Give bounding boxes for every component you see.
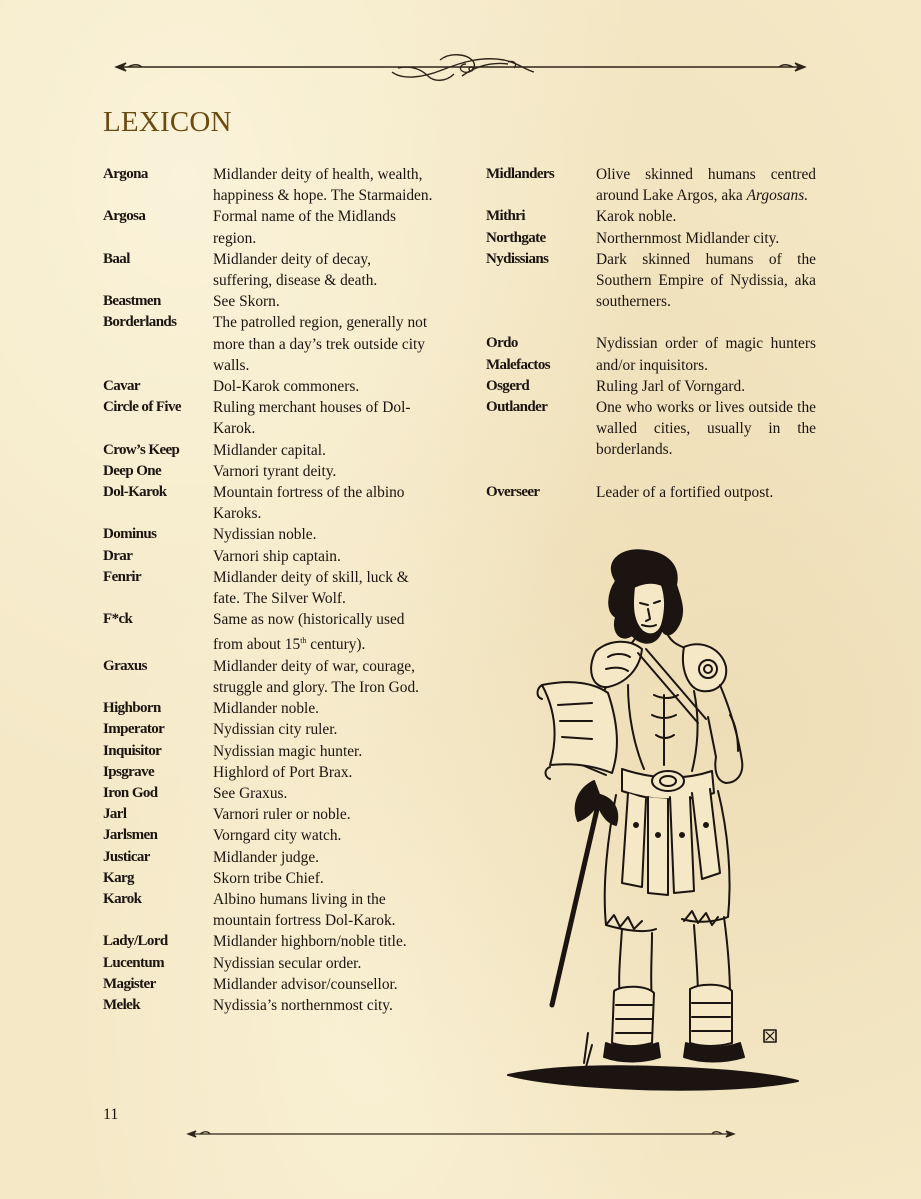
bottom-ornament-divider bbox=[0, 1122, 921, 1146]
entry-definition: Nydissian order of magic hunters and/or inquisitors. bbox=[596, 335, 816, 374]
entry-definition: Highlord of Port Brax. bbox=[213, 763, 353, 781]
entry-term: Midlanders bbox=[486, 166, 555, 182]
lexicon-entry bbox=[486, 228, 816, 249]
entry-definition-italic: Argosans. bbox=[746, 187, 809, 205]
lexicon-entry bbox=[103, 609, 433, 656]
entry-definition: Leader of a fortified outpost. bbox=[596, 483, 774, 501]
lexicon-entry bbox=[103, 868, 433, 889]
entry-term: Fenrir bbox=[103, 568, 142, 585]
entry-definition bbox=[213, 609, 433, 656]
lexicon-entry bbox=[486, 376, 816, 397]
lexicon-entry bbox=[103, 847, 433, 868]
entry-term: F*ck bbox=[103, 611, 133, 628]
lexicon-entry bbox=[486, 249, 816, 313]
entry-term: Iron God bbox=[103, 785, 158, 802]
lexicon-entry bbox=[103, 719, 433, 740]
lexicon-entry bbox=[486, 206, 816, 227]
entry-term: Karok bbox=[103, 891, 142, 908]
entry-definition: Northernmost Midlander city. bbox=[596, 229, 780, 247]
entry-definition: Midlander judge. bbox=[213, 848, 319, 866]
entry-term: Inquisitor bbox=[103, 742, 162, 759]
barbarian-warrior-illustration bbox=[488, 545, 808, 1105]
entry-definition-part: century). bbox=[306, 636, 366, 654]
lexicon-entry bbox=[103, 698, 433, 719]
entry-definition: See Graxus. bbox=[213, 785, 288, 803]
entry-definition: Mountain fortress of the albino Karoks. bbox=[213, 484, 405, 523]
entry-definition: Dark skinned humans of the Southern Empire of Nydissia, aka southerners. bbox=[596, 250, 816, 311]
lexicon-entry bbox=[103, 291, 433, 312]
entry-definition: Midlander noble. bbox=[213, 700, 319, 718]
entry-definition: Ruling merchant houses of Dol-Karok. bbox=[213, 399, 411, 438]
lexicon-entry bbox=[103, 397, 433, 439]
entry-term: Highborn bbox=[103, 700, 161, 717]
entry-definition: Nydissian city ruler. bbox=[213, 721, 338, 739]
spacer bbox=[486, 461, 816, 482]
entry-term: Justicar bbox=[103, 848, 150, 865]
entry-term: Jarlsmen bbox=[103, 827, 158, 844]
entry-term: Karg bbox=[103, 869, 134, 886]
lexicon-entry bbox=[103, 164, 433, 206]
lexicon-entry bbox=[486, 397, 816, 461]
lexicon-entry bbox=[103, 995, 433, 1016]
entry-term: Osgerd bbox=[486, 377, 530, 394]
lexicon-entry bbox=[103, 783, 433, 804]
entry-term: Lucentum bbox=[103, 954, 165, 971]
entry-term: Mithri bbox=[486, 208, 525, 225]
entry-term: Jarl bbox=[103, 806, 127, 823]
lexicon-entry bbox=[103, 524, 433, 545]
entry-term-line: Malefactos bbox=[486, 356, 550, 373]
entry-term: Cavar bbox=[103, 378, 140, 395]
entry-term: Borderlands bbox=[103, 314, 177, 331]
entry-definition: Vorngard city watch. bbox=[213, 827, 342, 845]
lexicon-entry bbox=[103, 482, 433, 524]
entry-term: Ipsgrave bbox=[103, 763, 155, 780]
entry-term: Outlander bbox=[486, 399, 548, 416]
entry-term: Dol-Karok bbox=[103, 484, 167, 501]
lexicon-entry bbox=[103, 312, 433, 376]
lexicon-entry bbox=[103, 953, 433, 974]
spacer bbox=[486, 312, 816, 333]
entry-term: Argona bbox=[103, 166, 148, 182]
entry-definition: Varnori tyrant deity. bbox=[213, 462, 337, 480]
ordinal-suffix: th bbox=[300, 636, 307, 646]
entry-definition bbox=[596, 164, 816, 206]
entry-definition-part: Olive skinned humans centred around Lake Argos, aka bbox=[596, 166, 816, 205]
lexicon-entry bbox=[103, 249, 433, 291]
entry-definition: Midlander deity of health, wealth, happiness & hope. The Starmaiden. bbox=[213, 166, 433, 205]
entry-term: Graxus bbox=[103, 657, 147, 674]
entry-definition: Albino humans living in the mountain fortress Dol-Karok. bbox=[213, 891, 396, 930]
entry-definition: Varnori ship captain. bbox=[213, 547, 341, 565]
lexicon-entry bbox=[103, 974, 433, 995]
entry-term: Beastmen bbox=[103, 293, 161, 310]
entry-definition: See Skorn. bbox=[213, 293, 280, 311]
entry-definition: Karok noble. bbox=[596, 208, 677, 226]
lexicon-entry bbox=[103, 206, 433, 248]
entry-term: Magister bbox=[103, 975, 156, 992]
lexicon-entry bbox=[103, 889, 433, 931]
entry-term-line: Ordo bbox=[486, 335, 518, 352]
lexicon-entry bbox=[103, 567, 433, 609]
entry-term: Dominus bbox=[103, 526, 157, 543]
entry-term: Nydissians bbox=[486, 250, 549, 267]
entry-definition: Midlander highborn/noble title. bbox=[213, 933, 407, 951]
entry-term: Drar bbox=[103, 547, 133, 564]
entry-term bbox=[486, 333, 596, 375]
entry-definition: Midlander capital. bbox=[213, 441, 326, 459]
entry-term: Argosa bbox=[103, 208, 146, 225]
entry-term: Crow’s Keep bbox=[103, 441, 180, 458]
lexicon-entry bbox=[103, 656, 433, 698]
entry-term: Deep One bbox=[103, 462, 162, 479]
entry-term: Imperator bbox=[103, 721, 165, 738]
lexicon-entry bbox=[103, 741, 433, 762]
entry-definition: Varnori ruler or noble. bbox=[213, 806, 351, 824]
entry-term: Northgate bbox=[486, 229, 546, 246]
lexicon-entry bbox=[103, 825, 433, 846]
entry-definition: The patrolled region, generally not more than a day’s trek outside city walls. bbox=[213, 314, 428, 374]
lexicon-entry bbox=[103, 762, 433, 783]
entry-term: Lady/Lord bbox=[103, 933, 168, 950]
entry-definition: Ruling Jarl of Vorngard. bbox=[596, 377, 746, 395]
lexicon-entry bbox=[103, 440, 433, 461]
lexicon-left-column bbox=[103, 164, 433, 1016]
entry-definition: Formal name of the Midlands region. bbox=[213, 208, 396, 247]
page-title: LEXICON bbox=[103, 106, 232, 138]
entry-term: Melek bbox=[103, 997, 140, 1014]
entry-definition: Nydissian noble. bbox=[213, 526, 317, 544]
entry-definition-part: Same as now (historically used from about 15 bbox=[213, 611, 405, 654]
entry-definition: Nydissian magic hunter. bbox=[213, 742, 363, 760]
lexicon-entry bbox=[103, 461, 433, 482]
entry-definition: Nydissia’s northernmost city. bbox=[213, 997, 393, 1015]
page-number: 11 bbox=[103, 1106, 119, 1123]
lexicon-right-column bbox=[486, 164, 816, 503]
lexicon-entry bbox=[486, 164, 816, 206]
entry-definition: Midlander deity of skill, luck & fate. The Silver Wolf. bbox=[213, 568, 409, 608]
entry-definition: One who works or lives outside the walled cities, usually in the borderlands. bbox=[596, 399, 816, 459]
entry-term: Circle of Five bbox=[103, 399, 181, 416]
entry-definition: Midlander deity of decay, suffering, disease & death. bbox=[213, 250, 378, 290]
entry-term: Baal bbox=[103, 250, 130, 267]
entry-term: Overseer bbox=[486, 483, 540, 500]
entry-definition: Skorn tribe Chief. bbox=[213, 869, 324, 887]
entry-definition: Midlander deity of war, courage, struggle and glory. The Iron God. bbox=[213, 657, 420, 696]
lexicon-entry bbox=[486, 333, 816, 375]
entry-definition: Nydissian secular order. bbox=[213, 954, 362, 972]
lexicon-entry bbox=[103, 804, 433, 825]
lexicon-entry bbox=[103, 931, 433, 952]
top-ornament-divider bbox=[0, 48, 921, 84]
entry-definition: Midlander advisor/counsellor. bbox=[213, 975, 398, 993]
entry-definition: Dol-Karok commoners. bbox=[213, 378, 360, 396]
lexicon-entry bbox=[486, 482, 816, 503]
lexicon-entry bbox=[103, 546, 433, 567]
lexicon-entry bbox=[103, 376, 433, 397]
